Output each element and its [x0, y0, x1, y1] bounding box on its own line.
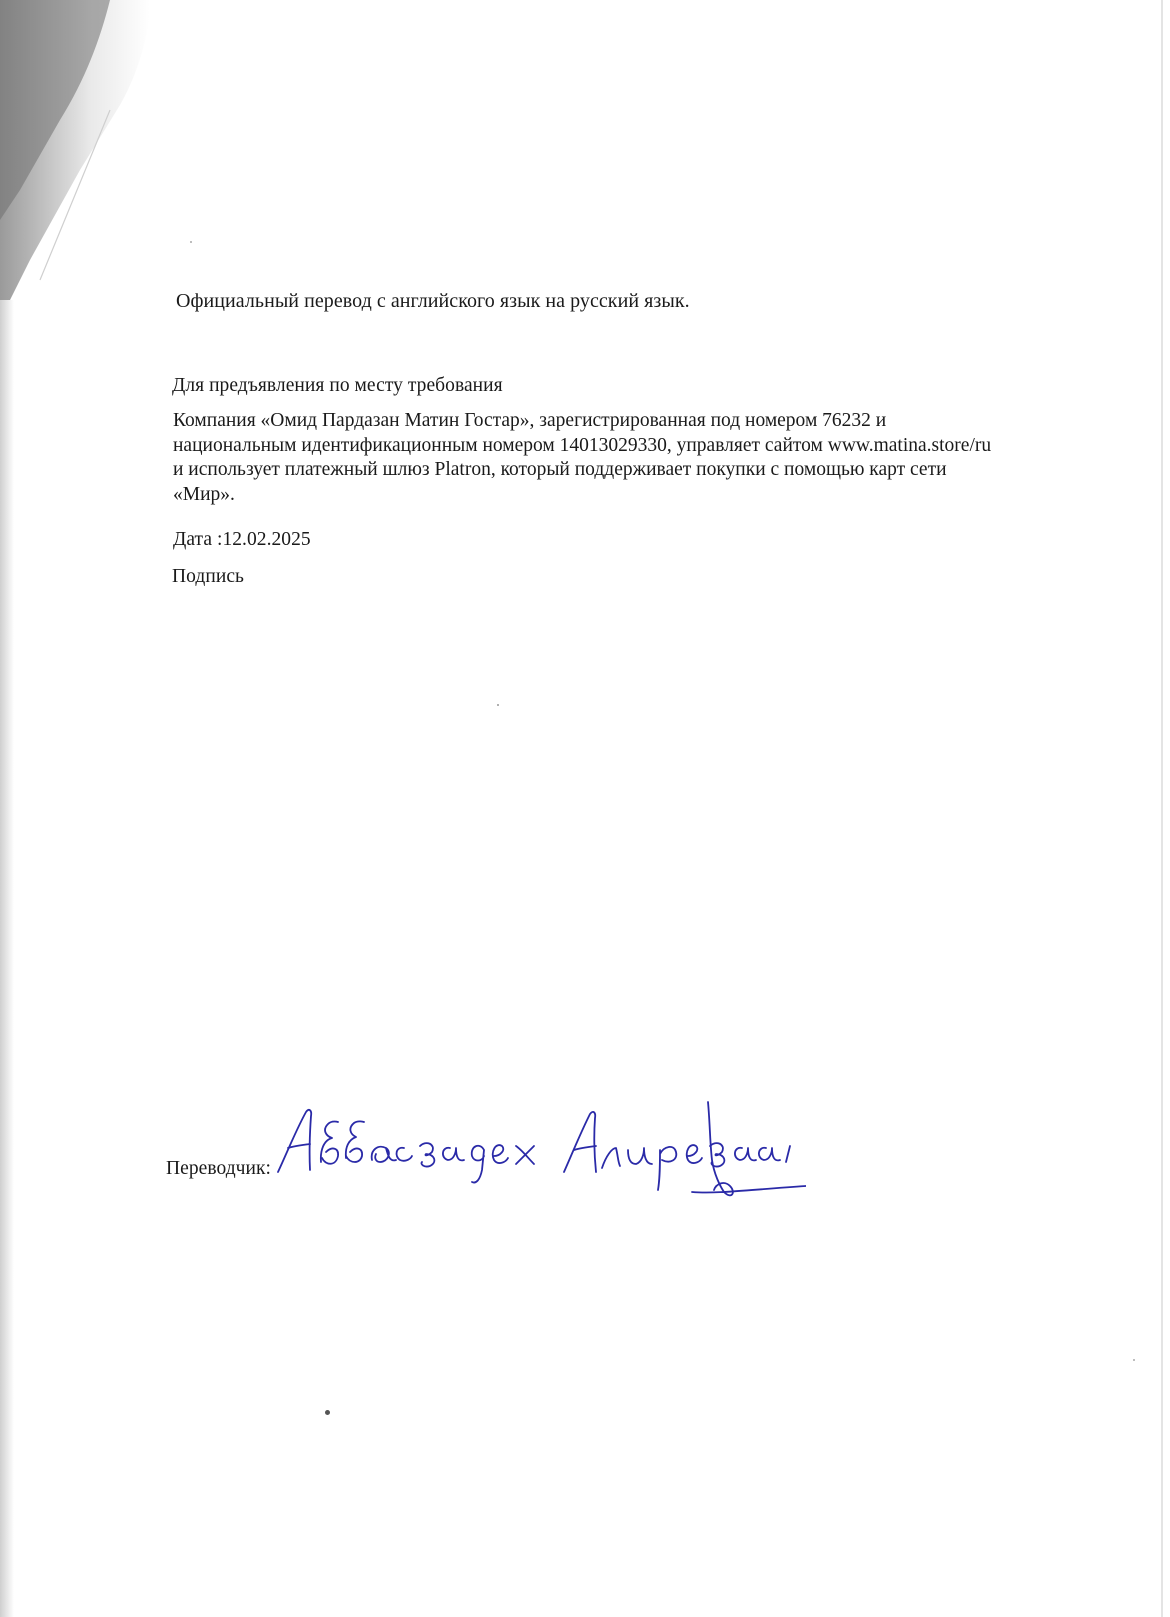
- body-line: Компания «Омид Пардазан Матин Гостар», зарегистрированная под номером 76232 и: [173, 410, 887, 431]
- scan-speck: [190, 241, 192, 243]
- translator-label: Переводчик:: [166, 1158, 272, 1179]
- date-line: Дата :12.02.2025: [173, 529, 311, 550]
- document-body: [173, 409, 1033, 507]
- body-line: национальным идентификационным номером 14013029330, управляет сайтом www.matina.store/ru: [173, 434, 992, 456]
- document-heading: Официальный перевод с английского язык на русский язык.: [176, 290, 690, 312]
- addressee-line: Для предъявления по месту требования: [172, 375, 503, 396]
- handwritten-signature: [276, 1100, 806, 1220]
- scan-speck: [1133, 1359, 1135, 1361]
- signature-label: Подпись: [172, 566, 244, 587]
- scan-speck: [497, 704, 499, 706]
- scan-speck: [325, 1410, 330, 1415]
- body-line: и использует платежный шлюз Platron, который поддерживает покупки с помощью карт сети: [173, 459, 947, 480]
- body-line: «Мир».: [173, 483, 235, 505]
